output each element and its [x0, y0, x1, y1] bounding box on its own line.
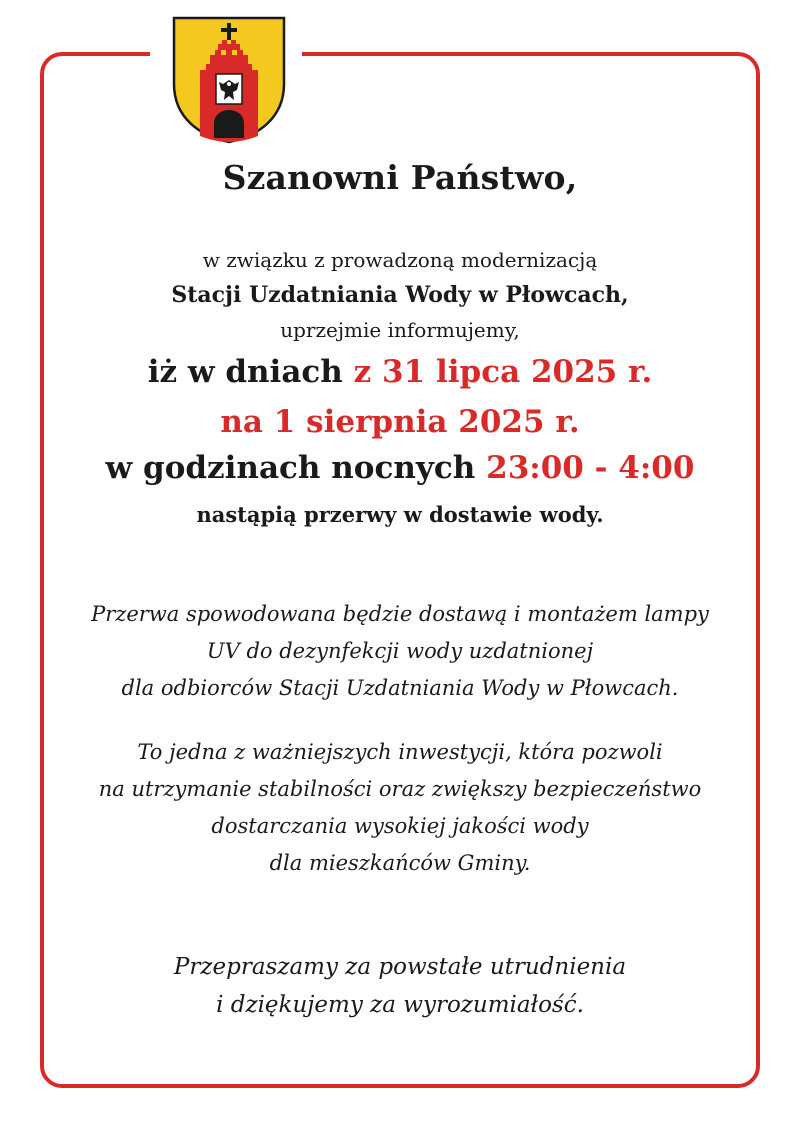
- investment-line: dla mieszkańców Gminy.: [269, 851, 531, 875]
- dates-line: [40, 354, 760, 390]
- hours-prefix: w godzinach nocnych: [105, 450, 476, 486]
- interruption-notice: nastąpią przerwy w dostawie wody.: [196, 502, 604, 527]
- inform-text: uprzejmie informujemy,: [280, 318, 520, 342]
- coat-of-arms-emblem: [170, 14, 288, 144]
- reason-line: UV do dezynfekcji wody uzdatnionej: [206, 639, 594, 663]
- investment-line: na utrzymanie stabilności oraz zwiększy bezpieczeństwo: [98, 777, 702, 801]
- station-name: Stacji Uzdatniania Wody w Płowcach,: [171, 282, 629, 308]
- apology-line: i dziękujemy za wyrozumiałość.: [216, 992, 584, 1018]
- date-to: na 1 sierpnia 2025 r.: [220, 404, 580, 440]
- apology-paragraph: [40, 948, 760, 1024]
- reason-line: dla odbiorców Stacji Uzdatniania Wody w Płowcach.: [121, 676, 679, 700]
- notice-border: [40, 52, 760, 1088]
- investment-paragraph: [40, 734, 760, 882]
- date-from: z 31 lipca 2025 r.: [353, 354, 653, 390]
- investment-line: dostarczania wysokiej jakości wody: [211, 814, 589, 838]
- hours-range: 23:00 - 4:00: [486, 450, 695, 486]
- tower-crest-icon: [170, 14, 288, 144]
- reason-paragraph: [40, 596, 760, 707]
- investment-line: To jedna z ważniejszych inwestycji, która pozwoli: [137, 740, 663, 764]
- apology-line: Przepraszamy za powstałe utrudnienia: [173, 954, 627, 980]
- dates-prefix: iż w dniach: [147, 354, 343, 390]
- hours-line: [40, 450, 760, 486]
- reason-line: Przerwa spowodowana będzie dostawą i montażem lampy: [91, 602, 709, 626]
- greeting-heading: Szanowni Państwo,: [222, 158, 578, 197]
- intro-text: w związku z prowadzoną modernizacją: [202, 248, 598, 272]
